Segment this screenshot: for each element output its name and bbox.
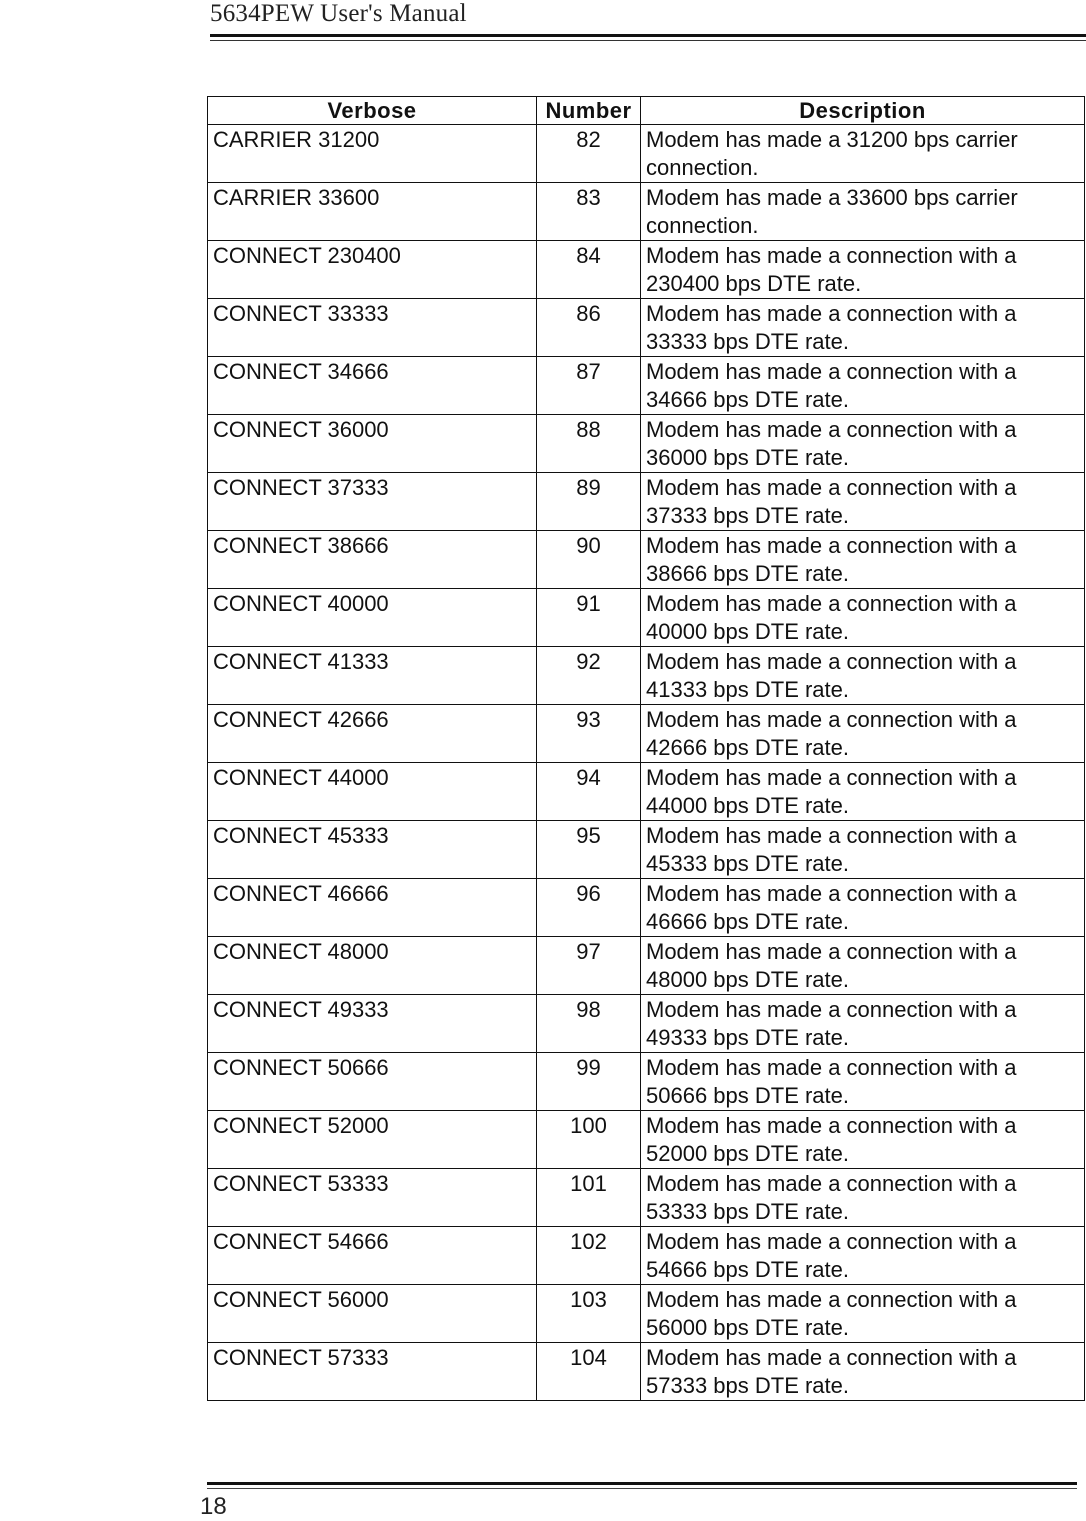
- number-cell: 90: [537, 531, 641, 589]
- description-cell: Modem has made a connection with a 33333 bps DTE rate.: [641, 299, 1085, 357]
- column-header-verbose: Verbose: [208, 97, 537, 125]
- verbose-cell: CONNECT 40000: [208, 589, 537, 647]
- verbose-cell: CONNECT 41333: [208, 647, 537, 705]
- verbose-cell: CONNECT 38666: [208, 531, 537, 589]
- description-cell: Modem has made a connection with a 52000 bps DTE rate.: [641, 1111, 1085, 1169]
- number-cell: 95: [537, 821, 641, 879]
- verbose-cell: CONNECT 36000: [208, 415, 537, 473]
- number-cell: 97: [537, 937, 641, 995]
- header-rule-thin: [210, 40, 1086, 41]
- result-codes-table: [207, 96, 1085, 1401]
- number-cell: 100: [537, 1111, 641, 1169]
- page-number: 18: [200, 1493, 227, 1520]
- verbose-cell: CONNECT 49333: [208, 995, 537, 1053]
- table-row: [208, 937, 1085, 995]
- table-row: [208, 995, 1085, 1053]
- table-row: [208, 183, 1085, 241]
- number-cell: 84: [537, 241, 641, 299]
- description-cell: Modem has made a connection with a 49333 bps DTE rate.: [641, 995, 1085, 1053]
- verbose-cell: CONNECT 48000: [208, 937, 537, 995]
- table-row: [208, 1285, 1085, 1343]
- page-header-title: 5634PEW User's Manual: [210, 0, 467, 27]
- table-row: [208, 1169, 1085, 1227]
- number-cell: 92: [537, 647, 641, 705]
- verbose-cell: CONNECT 34666: [208, 357, 537, 415]
- description-cell: Modem has made a connection with a 41333 bps DTE rate.: [641, 647, 1085, 705]
- number-cell: 101: [537, 1169, 641, 1227]
- description-cell: Modem has made a connection with a 44000 bps DTE rate.: [641, 763, 1085, 821]
- column-header-description: Description: [641, 97, 1085, 125]
- description-cell: Modem has made a connection with a 53333 bps DTE rate.: [641, 1169, 1085, 1227]
- number-cell: 98: [537, 995, 641, 1053]
- verbose-cell: CONNECT 50666: [208, 1053, 537, 1111]
- table-row: [208, 821, 1085, 879]
- table-row: [208, 473, 1085, 531]
- table-row: [208, 531, 1085, 589]
- number-cell: 89: [537, 473, 641, 531]
- description-cell: Modem has made a 31200 bps carrier connection.: [641, 125, 1085, 183]
- table-row: [208, 647, 1085, 705]
- description-cell: Modem has made a connection with a 37333 bps DTE rate.: [641, 473, 1085, 531]
- table-row: [208, 241, 1085, 299]
- number-cell: 104: [537, 1343, 641, 1401]
- number-cell: 102: [537, 1227, 641, 1285]
- description-cell: Modem has made a connection with a 230400 bps DTE rate.: [641, 241, 1085, 299]
- table-row: [208, 879, 1085, 937]
- verbose-cell: CARRIER 31200: [208, 125, 537, 183]
- description-cell: Modem has made a connection with a 50666 bps DTE rate.: [641, 1053, 1085, 1111]
- column-header-number: Number: [537, 97, 641, 125]
- description-cell: Modem has made a connection with a 42666 bps DTE rate.: [641, 705, 1085, 763]
- table-row: [208, 125, 1085, 183]
- table-row: [208, 1111, 1085, 1169]
- verbose-cell: CONNECT 37333: [208, 473, 537, 531]
- number-cell: 93: [537, 705, 641, 763]
- number-cell: 94: [537, 763, 641, 821]
- footer-rule: [207, 1482, 1077, 1485]
- description-cell: Modem has made a connection with a 48000 bps DTE rate.: [641, 937, 1085, 995]
- table-row: [208, 415, 1085, 473]
- verbose-cell: CONNECT 54666: [208, 1227, 537, 1285]
- verbose-cell: CONNECT 230400: [208, 241, 537, 299]
- number-cell: 83: [537, 183, 641, 241]
- description-cell: Modem has made a connection with a 46666 bps DTE rate.: [641, 879, 1085, 937]
- description-cell: Modem has made a 33600 bps carrier connection.: [641, 183, 1085, 241]
- number-cell: 103: [537, 1285, 641, 1343]
- verbose-cell: CONNECT 52000: [208, 1111, 537, 1169]
- number-cell: 87: [537, 357, 641, 415]
- verbose-cell: CONNECT 53333: [208, 1169, 537, 1227]
- description-cell: Modem has made a connection with a 34666 bps DTE rate.: [641, 357, 1085, 415]
- table-row: [208, 1053, 1085, 1111]
- verbose-cell: CARRIER 33600: [208, 183, 537, 241]
- table-header-row: [208, 97, 1085, 125]
- description-cell: Modem has made a connection with a 57333 bps DTE rate.: [641, 1343, 1085, 1401]
- table-row: [208, 1227, 1085, 1285]
- table-body: [208, 125, 1085, 1401]
- description-cell: Modem has made a connection with a 36000 bps DTE rate.: [641, 415, 1085, 473]
- description-cell: Modem has made a connection with a 40000 bps DTE rate.: [641, 589, 1085, 647]
- number-cell: 99: [537, 1053, 641, 1111]
- verbose-cell: CONNECT 56000: [208, 1285, 537, 1343]
- number-cell: 86: [537, 299, 641, 357]
- description-cell: Modem has made a connection with a 54666 bps DTE rate.: [641, 1227, 1085, 1285]
- header-rule: [210, 34, 1086, 37]
- number-cell: 82: [537, 125, 641, 183]
- table-row: [208, 763, 1085, 821]
- footer-rule-thin: [207, 1488, 1077, 1489]
- description-cell: Modem has made a connection with a 38666 bps DTE rate.: [641, 531, 1085, 589]
- table-row: [208, 299, 1085, 357]
- verbose-cell: CONNECT 57333: [208, 1343, 537, 1401]
- table-row: [208, 589, 1085, 647]
- number-cell: 88: [537, 415, 641, 473]
- number-cell: 91: [537, 589, 641, 647]
- description-cell: Modem has made a connection with a 45333 bps DTE rate.: [641, 821, 1085, 879]
- table-row: [208, 357, 1085, 415]
- verbose-cell: CONNECT 45333: [208, 821, 537, 879]
- table-row: [208, 1343, 1085, 1401]
- verbose-cell: CONNECT 33333: [208, 299, 537, 357]
- table-row: [208, 705, 1085, 763]
- number-cell: 96: [537, 879, 641, 937]
- verbose-cell: CONNECT 46666: [208, 879, 537, 937]
- verbose-cell: CONNECT 42666: [208, 705, 537, 763]
- verbose-cell: CONNECT 44000: [208, 763, 537, 821]
- description-cell: Modem has made a connection with a 56000 bps DTE rate.: [641, 1285, 1085, 1343]
